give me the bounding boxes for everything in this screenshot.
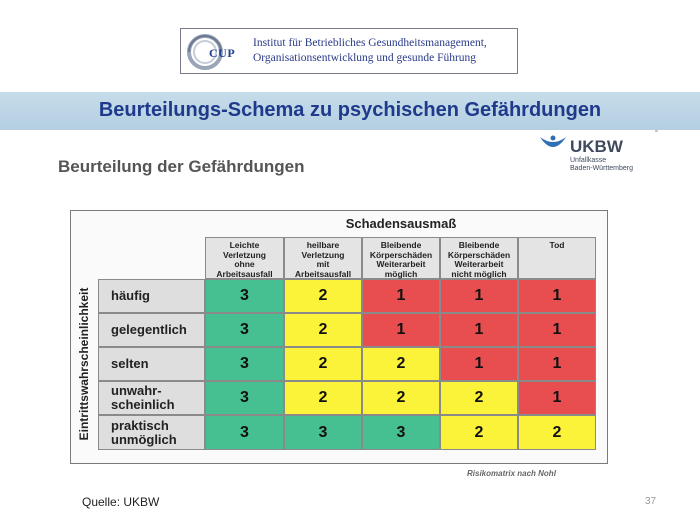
risk-cell: 2	[440, 381, 518, 415]
column-header-2	[284, 237, 362, 279]
column-header-line: Verletzung	[223, 249, 266, 260]
page-number: 37	[645, 496, 657, 507]
risk-cell: 1	[440, 279, 518, 313]
risk-cell: 3	[205, 313, 284, 347]
column-header-line: Arbeitsausfall	[294, 268, 352, 279]
row-header-line: gelegentlich	[111, 322, 187, 337]
ukbw-mark-icon	[538, 135, 568, 153]
risk-cell: 1	[518, 279, 596, 313]
risk-cell: 3	[205, 381, 284, 415]
matrix-footer-note: Risikomatrix nach Nohl	[467, 469, 556, 476]
risk-cell: 1	[518, 313, 596, 347]
column-header-line: Körperschäden	[369, 249, 433, 260]
damage-extent-heading: Schadensausmaß	[345, 216, 457, 231]
column-header-line: heilbare	[306, 240, 340, 250]
cup-logo-emblem	[185, 33, 249, 71]
decorative-dot	[655, 129, 658, 132]
ukbw-sub-line-1: Unfallkasse	[570, 157, 607, 164]
row-header-1	[98, 279, 205, 313]
risk-cell: 2	[362, 347, 440, 381]
column-header-line: möglich	[384, 268, 418, 279]
column-header-1	[205, 237, 284, 279]
risk-cell: 1	[440, 347, 518, 381]
row-header-2	[98, 313, 205, 347]
column-header-line: mit	[316, 259, 330, 269]
row-header-4	[98, 381, 205, 415]
title-band	[0, 92, 700, 130]
risk-cell: 3	[205, 415, 284, 450]
logo-cup-text: CUP	[209, 46, 236, 60]
column-header-line: Weiterarbeit	[376, 259, 426, 269]
risk-cell: 1	[362, 279, 440, 313]
risk-cell: 2	[284, 347, 362, 381]
probability-label-text: Eintrittswahrscheinlichkeit	[77, 287, 91, 441]
source-note: Quelle: UKBW	[82, 495, 160, 509]
column-header-line: nicht möglich	[451, 268, 507, 279]
risk-cell: 3	[205, 347, 284, 381]
row-header-line: unwahr-	[111, 383, 162, 398]
column-header-4	[440, 237, 518, 279]
column-header-line: Weiterarbeit	[454, 259, 504, 269]
risk-cell: 2	[440, 415, 518, 450]
scan-heading: Beurteilung der Gefährdungen	[58, 157, 305, 176]
risk-cell: 3	[205, 279, 284, 313]
column-header-line: ohne	[234, 259, 255, 269]
risk-cell: 2	[284, 381, 362, 415]
risk-cell: 1	[518, 347, 596, 381]
column-header-5	[518, 237, 596, 279]
risk-cell: 1	[362, 313, 440, 347]
risk-cell: 2	[284, 279, 362, 313]
row-header-line: scheinlich	[111, 397, 175, 412]
column-header-line: Tod	[549, 240, 565, 250]
risk-cell: 3	[362, 415, 440, 450]
logo-line-2: Organisationsentwicklung und gesunde Führung	[253, 52, 477, 64]
probability-axis-label	[72, 280, 96, 448]
row-header-line: praktisch	[111, 417, 169, 433]
column-header-line: Verletzung	[301, 249, 345, 260]
row-header-line: häufig	[111, 288, 150, 303]
ukbw-logo	[538, 135, 658, 175]
risk-cell: 2	[362, 381, 440, 415]
risk-cell: 2	[284, 313, 362, 347]
column-header-line: Körperschäden	[447, 249, 511, 260]
risk-cell: 2	[518, 415, 596, 450]
column-header-3	[362, 237, 440, 279]
logo-line-1: Institut für Betriebliches Gesundheitsmanagement,	[253, 37, 487, 49]
logo-institute-name	[253, 36, 487, 66]
column-header-line: Bleibende	[380, 240, 422, 250]
column-header-line: Arbeitsausfall	[216, 268, 273, 279]
column-header-line: Leichte	[229, 240, 260, 250]
ukbw-sub-line-2: Baden-Württemberg	[570, 165, 634, 172]
ukbw-name: UKBW	[570, 137, 623, 156]
institute-logo	[180, 28, 518, 74]
row-header-line: selten	[111, 356, 149, 371]
slide-title: Beurteilungs-Schema zu psychischen Gefährdungen	[98, 99, 602, 121]
row-header-5	[98, 415, 205, 450]
risk-cell: 3	[284, 415, 362, 450]
ukbw-subtitle	[570, 157, 633, 173]
risk-cell: 1	[518, 381, 596, 415]
risk-cell: 1	[440, 313, 518, 347]
row-header-line: unmöglich	[111, 431, 177, 447]
column-header-line: Bleibende	[458, 240, 500, 250]
row-header-3	[98, 347, 205, 381]
